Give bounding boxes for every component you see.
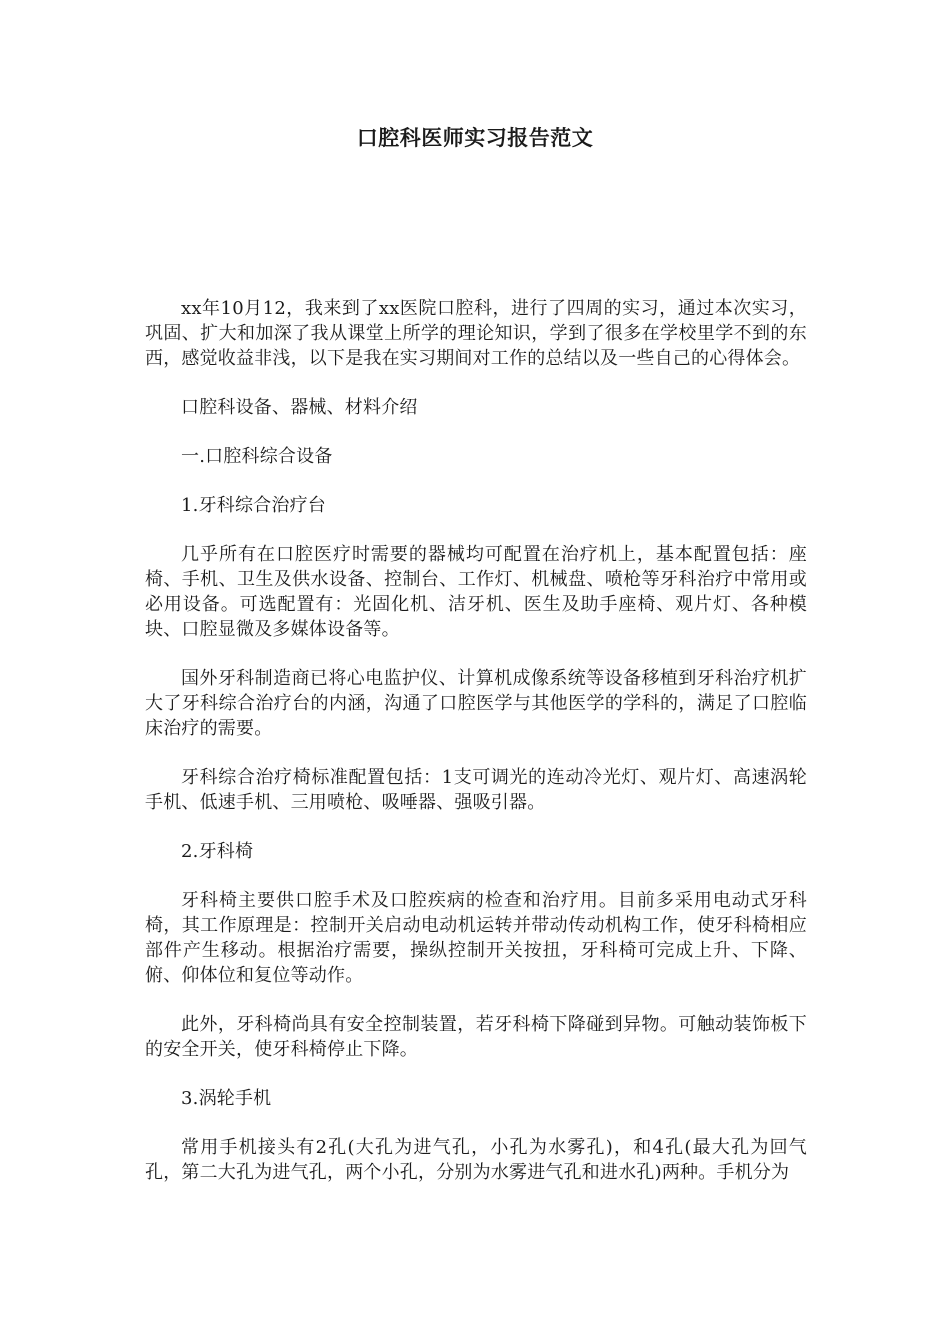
document-body — [145, 296, 807, 1209]
subsection-heading: 一.口腔科综合设备 — [181, 446, 333, 467]
body-paragraph: 常用手机接头有2孔(大孔为进气孔，小孔为水雾孔)，和4孔(最大孔为回气孔，第二大孔为进气孔，两个小孔，分别为水雾进气孔和进水孔)两种。手机分为 — [145, 1137, 807, 1183]
body-paragraph: 几乎所有在口腔医疗时需要的器械均可配置在治疗机上，基本配置包括：座椅、手机、卫生及供水设备、控制台、工作灯、机械盘、喷枪等牙科治疗中常用或必用设备。可选配置有：光固化机、洁牙机、医生及助手座椅、观片灯、各种模块、口腔显微及多媒体设备等。 — [145, 544, 807, 640]
document-title: 口腔科医师实习报告范文 — [356, 125, 594, 150]
section-heading: 口腔科设备、器械、材料介绍 — [181, 397, 418, 418]
body-paragraph: 国外牙科制造商已将心电监护仪、计算机成像系统等设备移植到牙科治疗机扩大了牙科综合治疗台的内涵，沟通了口腔医学与其他医学的学科的，满足了口腔临床治疗的需要。 — [145, 668, 807, 739]
intro-paragraph: xx年10月12，我来到了xx医院口腔科，进行了四周的实习，通过本次实习，巩固、扩大和加深了我从课堂上所学的理论知识，学到了很多在学校里学不到的东西，感觉收益非浅，以下是我在实习期间对工作的总结以及一些自己的心得体会。 — [145, 298, 807, 369]
item-heading: 1.牙科综合治疗台 — [181, 495, 326, 516]
item-heading: 3.涡轮手机 — [181, 1088, 272, 1109]
body-paragraph: 此外，牙科椅尚具有安全控制装置，若牙科椅下降碰到异物。可触动装饰板下的安全开关，使牙科椅停止下降。 — [145, 1014, 807, 1060]
body-paragraph: 牙科椅主要供口腔手术及口腔疾病的检查和治疗用。目前多采用电动式牙科椅，其工作原理是：控制开关启动电动机运转并带动传动机构工作，使牙科椅相应部件产生移动。根据治疗需要，操纵控制开关按扭，牙科椅可完成上升、下降、俯、仰体位和复位等动作。 — [145, 890, 807, 986]
item-heading: 2.牙科椅 — [181, 841, 254, 862]
body-paragraph: 牙科综合治疗椅标准配置包括：1支可调光的连动冷光灯、观片灯、高速涡轮手机、低速手机、三用喷枪、吸唾器、强吸引器。 — [145, 767, 807, 813]
